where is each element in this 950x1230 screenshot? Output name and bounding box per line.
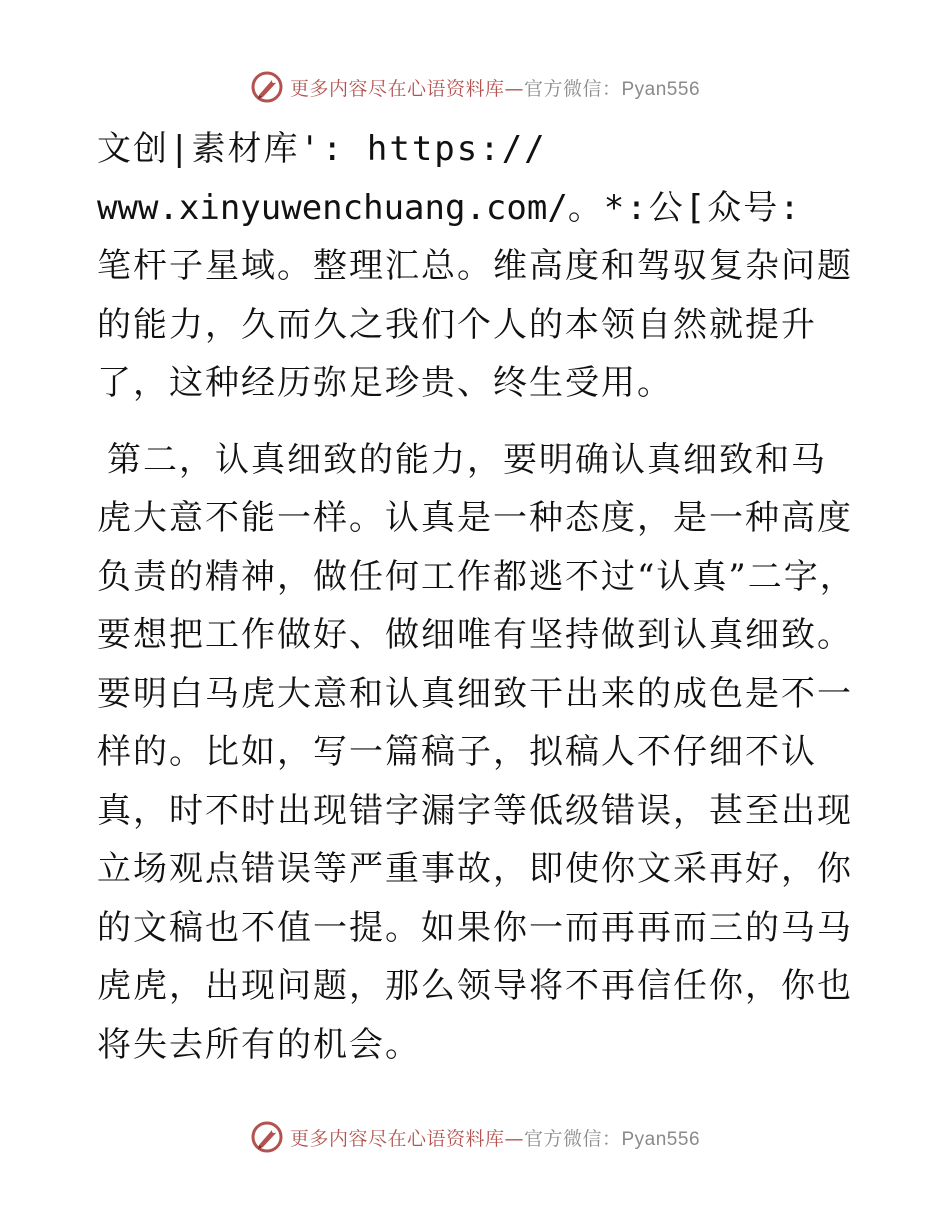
footer-banner bbox=[0, 1120, 950, 1154]
header-banner-slogan: 更多内容尽在心语资料库 bbox=[289, 77, 505, 100]
footer-banner-slogan: 更多内容尽在心语资料库 bbox=[289, 1127, 505, 1150]
header-banner-wechat-label: 官方微信： bbox=[523, 77, 622, 100]
paragraph-2: 第二，认真细致的能力，要明确认真细致和马虎大意不能一样。认真是一种态度，是一种高度负责的精神，做任何工作都逃不过“认真”二字，要想把工作做好、做细唯有坚持做到认真细致。要明白马虎大意和认真细致干出来的成色是不一样的。比如，写一篇稿子，拟稿人不仔细不认真，时不时出现错字漏字等低级错误，甚至出现立场观点错误等严重事故，即使你文采再好，你的文稿也不值一提。如果你一而再再而三的马马虎虎，出现问题，那么领导将不再信任你，你也将失去所有的机会。 bbox=[97, 439, 856, 1065]
footer-banner-text bbox=[290, 1124, 700, 1151]
pen-logo-icon bbox=[250, 70, 284, 104]
paragraph-1 bbox=[97, 120, 857, 413]
header-banner bbox=[0, 70, 950, 104]
source-url-text: www.xinyuwenchuang.com/ bbox=[97, 187, 568, 228]
header-banner-text bbox=[290, 74, 700, 101]
paragraph-1-line-1: 文创|素材库': https:// bbox=[97, 129, 547, 169]
footer-banner-separator: — bbox=[504, 1127, 524, 1150]
document-body bbox=[97, 120, 857, 1074]
footer-banner-account: Pyan556 bbox=[621, 1128, 701, 1150]
paragraph-1-rest: 。*:公[众号: 笔杆子星域。整理汇总。维高度和驾驭复杂问题的能力，久而久之我们个人的本领自然就提升了，这种经历弥足珍贵、终生受用。 bbox=[97, 187, 853, 403]
header-banner-separator: — bbox=[504, 77, 524, 100]
footer-banner-wechat-label: 官方微信： bbox=[523, 1127, 622, 1150]
pen-logo-icon bbox=[250, 1120, 284, 1154]
header-banner-account: Pyan556 bbox=[621, 78, 701, 100]
